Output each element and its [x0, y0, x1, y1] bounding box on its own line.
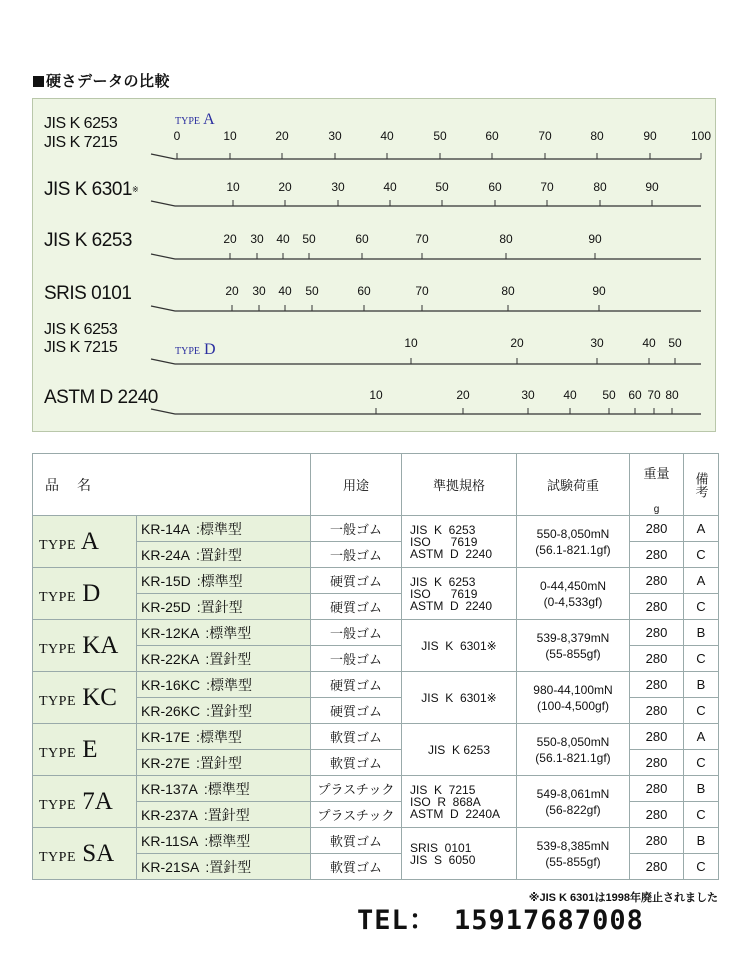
model-number: KR-24A	[141, 546, 191, 563]
weight-cell: 280	[630, 828, 684, 854]
square-bullet-icon	[33, 76, 44, 87]
scale-tick-label: 50	[302, 232, 316, 246]
test-load-cell	[517, 516, 630, 568]
note-cell: B	[684, 672, 719, 698]
model-number: KR-12KA	[141, 624, 200, 641]
scale-tick-label: 0	[173, 129, 181, 143]
type-letter: D	[204, 341, 216, 358]
scale-tick-label: 60	[628, 388, 642, 402]
scale-tick-label: 50	[668, 336, 682, 350]
scale-tick-label: 100	[690, 129, 712, 143]
durometer-type-tag	[175, 111, 215, 129]
load-line: (56.1-821.1gf)	[535, 750, 611, 765]
standard-cell	[402, 568, 517, 620]
standard-line: ASTM D 2240	[410, 546, 493, 561]
weight-cell: 280	[630, 776, 684, 802]
type-letter: A	[203, 111, 215, 128]
model-cell	[137, 724, 311, 750]
scale-tick-label: 80	[499, 232, 513, 246]
model-cell	[137, 828, 311, 854]
type-name-cell	[33, 672, 137, 724]
standard-line: ISO 7619	[410, 586, 478, 601]
note-cell: C	[684, 542, 719, 568]
scale-lines	[33, 99, 717, 433]
weight-cell: 280	[630, 542, 684, 568]
standard-line: JIS S 6050	[410, 852, 476, 867]
scale-tick-label: 40	[383, 180, 397, 194]
scale-tick-label: 90	[588, 232, 602, 246]
scale-tick-label: 60	[488, 180, 502, 194]
model-number: KR-14A	[141, 520, 191, 537]
scale-tick-label: 50	[305, 284, 319, 298]
weight-cell: 280	[630, 620, 684, 646]
table-row	[33, 620, 719, 646]
test-load-cell	[517, 672, 630, 724]
scale-standard-text: SRIS 0101	[44, 283, 132, 304]
header-test-load: 試験荷重	[517, 454, 630, 516]
type-letter: D	[82, 579, 101, 607]
load-line: (56-822gf)	[545, 802, 601, 817]
table-row	[33, 724, 719, 750]
standard-line: ASTM D 2240A	[410, 806, 501, 821]
note-cell: C	[684, 854, 719, 880]
type-letter: A	[80, 527, 99, 555]
table-row	[33, 568, 719, 594]
note-cell: B	[684, 620, 719, 646]
scale-tick-label: 80	[501, 284, 515, 298]
model-cell	[137, 698, 311, 724]
load-line: 550-8,050mN	[536, 526, 610, 541]
model-number: KR-27E	[141, 754, 191, 771]
load-line: 550-8,050mN	[536, 734, 610, 749]
scale-baseline	[151, 306, 701, 311]
scale-tick-label: 30	[252, 284, 266, 298]
use-cell: 一般ゴム	[311, 516, 402, 542]
scale-tick-label: 80	[593, 180, 607, 194]
header-standard: 準拠規格	[402, 454, 517, 516]
model-kind: :標準型	[204, 832, 251, 849]
scale-standard-text: JIS K 6253	[44, 115, 118, 132]
scale-tick-label: 20	[275, 129, 289, 143]
header-use: 用途	[311, 454, 402, 516]
test-load-cell	[517, 724, 630, 776]
scale-standard-label	[44, 339, 117, 357]
use-cell: 軟質ゴム	[311, 724, 402, 750]
scale-tick-label: 10	[226, 180, 240, 194]
header-name: 品 名	[33, 454, 311, 516]
model-number: KR-16KC	[141, 676, 201, 693]
note-cell: C	[684, 646, 719, 672]
scale-standard-label	[44, 232, 132, 250]
model-cell	[137, 750, 311, 776]
use-cell: 一般ゴム	[311, 646, 402, 672]
model-cell	[137, 594, 311, 620]
type-name-cell	[33, 516, 137, 568]
standard-line: ASTM D 2240	[410, 598, 493, 613]
test-load-cell	[517, 828, 630, 880]
scale-tick-label: 70	[415, 284, 429, 298]
model-cell	[137, 646, 311, 672]
standard-line: JIS K 6253	[427, 742, 491, 757]
scale-standard-label	[44, 181, 138, 199]
scale-tick-label: 20	[225, 284, 239, 298]
note-cell: B	[684, 828, 719, 854]
load-line: (100-4,500gf)	[536, 698, 610, 713]
model-kind: :標準型	[205, 624, 252, 641]
use-cell: 硬質ゴム	[311, 672, 402, 698]
scale-tick-label: 60	[355, 232, 369, 246]
standard-line: JIS K 7215	[410, 782, 476, 797]
scale-tick-label: 90	[643, 129, 657, 143]
scale-tick-label: 90	[645, 180, 659, 194]
weight-cell: 280	[630, 750, 684, 776]
scale-tick-label: 70	[647, 388, 661, 402]
scale-tick-label: 30	[250, 232, 264, 246]
telephone-number: TEL： 15917687008	[357, 905, 644, 936]
load-line: 549-8,061mN	[536, 786, 610, 801]
model-kind: :置針型	[206, 702, 253, 719]
model-number: KR-21SA	[141, 858, 200, 875]
type-letter: SA	[82, 839, 115, 867]
scale-tick-label: 70	[538, 129, 552, 143]
scale-tick-label: 50	[602, 388, 616, 402]
note-cell: B	[684, 776, 719, 802]
weight-cell: 280	[630, 568, 684, 594]
table-row	[33, 828, 719, 854]
scale-tick-label: 40	[278, 284, 292, 298]
hardness-scale-panel	[32, 98, 716, 432]
model-number: KR-26KC	[141, 702, 201, 719]
type-letter: E	[82, 735, 98, 763]
scale-tick-label: 20	[510, 336, 524, 350]
note-cell: A	[684, 724, 719, 750]
use-cell: 軟質ゴム	[311, 854, 402, 880]
type-word: TYPE	[39, 693, 76, 709]
type-word: TYPE	[39, 537, 76, 553]
type-word: TYPE	[39, 849, 76, 865]
scale-tick-label: 50	[435, 180, 449, 194]
type-name-cell	[33, 724, 137, 776]
header-note: 備考	[684, 454, 719, 516]
scale-tick-label: 80	[590, 129, 604, 143]
weight-cell: 280	[630, 698, 684, 724]
note-cell: C	[684, 698, 719, 724]
scale-tick-label: 40	[642, 336, 656, 350]
use-cell: 軟質ゴム	[311, 750, 402, 776]
weight-cell: 280	[630, 594, 684, 620]
standard-line: ISO 7619	[410, 534, 478, 549]
standard-line: JIS K 6253	[410, 574, 476, 589]
load-line: (55-855gf)	[545, 646, 601, 661]
scale-standard-label	[44, 115, 117, 133]
scale-standard-text: JIS K 6253	[44, 321, 118, 338]
model-number: KR-15D	[141, 572, 191, 589]
standard-cell	[402, 516, 517, 568]
scale-standard-label	[44, 321, 117, 339]
scale-tick-label: 70	[540, 180, 554, 194]
load-line: 0-44,450mN	[539, 578, 607, 593]
load-line: (55-855gf)	[545, 854, 601, 869]
model-cell	[137, 802, 311, 828]
scale-tick-label: 40	[380, 129, 394, 143]
scale-tick-label: 10	[369, 388, 383, 402]
type-letter: 7A	[82, 787, 113, 815]
model-number: KR-25D	[141, 598, 191, 615]
model-number: KR-237A	[141, 806, 198, 823]
model-cell	[137, 620, 311, 646]
test-load-cell	[517, 776, 630, 828]
scale-tick-label: 20	[223, 232, 237, 246]
use-cell: 一般ゴム	[311, 620, 402, 646]
scale-standard-text: JIS K 7215	[44, 339, 118, 356]
note-mark: ※	[131, 185, 139, 194]
standard-line: JIS K 6301※	[421, 638, 497, 653]
load-line: 539-8,385mN	[536, 838, 610, 853]
scale-baseline	[151, 254, 701, 259]
scale-tick-label: 30	[331, 180, 345, 194]
load-line: 980-44,100mN	[533, 682, 613, 697]
model-kind: :置針型	[205, 650, 252, 667]
model-kind: :標準型	[196, 520, 242, 537]
note-cell: C	[684, 802, 719, 828]
scale-tick-label: 30	[590, 336, 604, 350]
scale-baseline	[151, 359, 701, 364]
type-word: TYPE	[39, 745, 76, 761]
scale-tick-label: 40	[276, 232, 290, 246]
scale-standard-text: JIS K 6253	[44, 230, 132, 251]
scale-tick-label: 20	[456, 388, 470, 402]
scale-baseline	[151, 409, 701, 414]
standard-cell	[402, 724, 517, 776]
use-cell: プラスチック	[311, 802, 402, 828]
use-cell: 軟質ゴム	[311, 828, 402, 854]
use-cell: 一般ゴム	[311, 542, 402, 568]
model-kind: :標準型	[196, 728, 242, 745]
type-name-cell	[33, 776, 137, 828]
type-word: TYPE	[39, 641, 76, 657]
use-cell: 硬質ゴム	[311, 594, 402, 620]
scale-tick-label: 50	[433, 129, 447, 143]
model-cell	[137, 542, 311, 568]
note-cell: C	[684, 750, 719, 776]
model-cell	[137, 516, 311, 542]
type-word: TYPE	[175, 116, 200, 127]
model-cell	[137, 854, 311, 880]
table-row	[33, 672, 719, 698]
model-kind: :標準型	[196, 572, 243, 589]
scale-tick-label: 30	[521, 388, 535, 402]
load-line: (56.1-821.1gf)	[535, 542, 611, 557]
model-number: KR-17E	[141, 728, 191, 745]
test-load-cell	[517, 620, 630, 672]
use-cell: 硬質ゴム	[311, 698, 402, 724]
scale-tick-label: 10	[404, 336, 418, 350]
scale-standard-text: ASTM D 2240	[44, 387, 158, 408]
standard-cell	[402, 672, 517, 724]
type-name-cell	[33, 828, 137, 880]
model-cell	[137, 672, 311, 698]
scale-standard-text: JIS K 7215	[44, 134, 118, 151]
model-kind: :置針型	[196, 546, 242, 563]
type-word: TYPE	[39, 589, 76, 605]
load-line: (0-4,533gf)	[543, 594, 603, 609]
scale-tick-label: 60	[485, 129, 499, 143]
use-cell: プラスチック	[311, 776, 402, 802]
note-cell: A	[684, 568, 719, 594]
scale-tick-label: 80	[665, 388, 679, 402]
model-kind: :標準型	[206, 676, 253, 693]
scale-tick-label: 70	[415, 232, 429, 246]
weight-cell: 280	[630, 516, 684, 542]
scale-standard-text: JIS K 6301	[44, 179, 132, 200]
weight-cell: 280	[630, 646, 684, 672]
scale-tick-label: 20	[278, 180, 292, 194]
type-word: TYPE	[39, 797, 76, 813]
model-kind: :置針型	[203, 806, 250, 823]
test-load-cell	[517, 568, 630, 620]
type-name-cell	[33, 568, 137, 620]
standard-line: ISO R 868A	[410, 794, 481, 809]
scale-tick-label: 10	[223, 129, 237, 143]
header-weight-unit: g	[630, 492, 684, 516]
scale-standard-label	[44, 285, 131, 303]
standard-cell	[402, 776, 517, 828]
section-heading	[33, 70, 170, 91]
weight-cell: 280	[630, 854, 684, 880]
model-number: KR-22KA	[141, 650, 200, 667]
standard-cell	[402, 828, 517, 880]
type-letter: KC	[82, 683, 117, 711]
weight-cell: 280	[630, 672, 684, 698]
scale-tick-label: 40	[563, 388, 577, 402]
product-spec-table	[32, 453, 719, 880]
model-kind: :置針型	[205, 858, 252, 875]
header-weight: 重量	[630, 454, 684, 492]
model-kind: :標準型	[203, 780, 250, 797]
scale-standard-label	[44, 134, 117, 152]
scale-tick-label: 30	[328, 129, 342, 143]
scale-tick-label: 90	[592, 284, 606, 298]
standard-line: SRIS 0101	[410, 840, 472, 855]
model-kind: :置針型	[196, 754, 242, 771]
durometer-type-tag	[175, 341, 216, 359]
note-cell: A	[684, 516, 719, 542]
scale-tick-label: 60	[357, 284, 371, 298]
model-number: KR-137A	[141, 780, 198, 797]
standard-line: JIS K 6253	[410, 522, 476, 537]
model-cell	[137, 568, 311, 594]
note-cell: C	[684, 594, 719, 620]
weight-cell: 280	[630, 802, 684, 828]
footnote: ※JIS K 6301は1998年廃止されました	[528, 892, 718, 904]
table-row	[33, 776, 719, 802]
type-letter: KA	[82, 631, 119, 659]
type-word: TYPE	[175, 346, 200, 357]
scale-standard-label	[44, 389, 158, 407]
weight-cell: 280	[630, 724, 684, 750]
type-name-cell	[33, 620, 137, 672]
heading-text: 硬さデータの比較	[46, 73, 171, 90]
load-line: 539-8,379mN	[536, 630, 610, 645]
model-kind: :置針型	[196, 598, 243, 615]
standard-cell	[402, 620, 517, 672]
use-cell: 硬質ゴム	[311, 568, 402, 594]
scale-baseline	[151, 154, 701, 159]
table-row	[33, 516, 719, 542]
model-cell	[137, 776, 311, 802]
standard-line: JIS K 6301※	[421, 690, 497, 705]
model-number: KR-11SA	[141, 832, 199, 849]
